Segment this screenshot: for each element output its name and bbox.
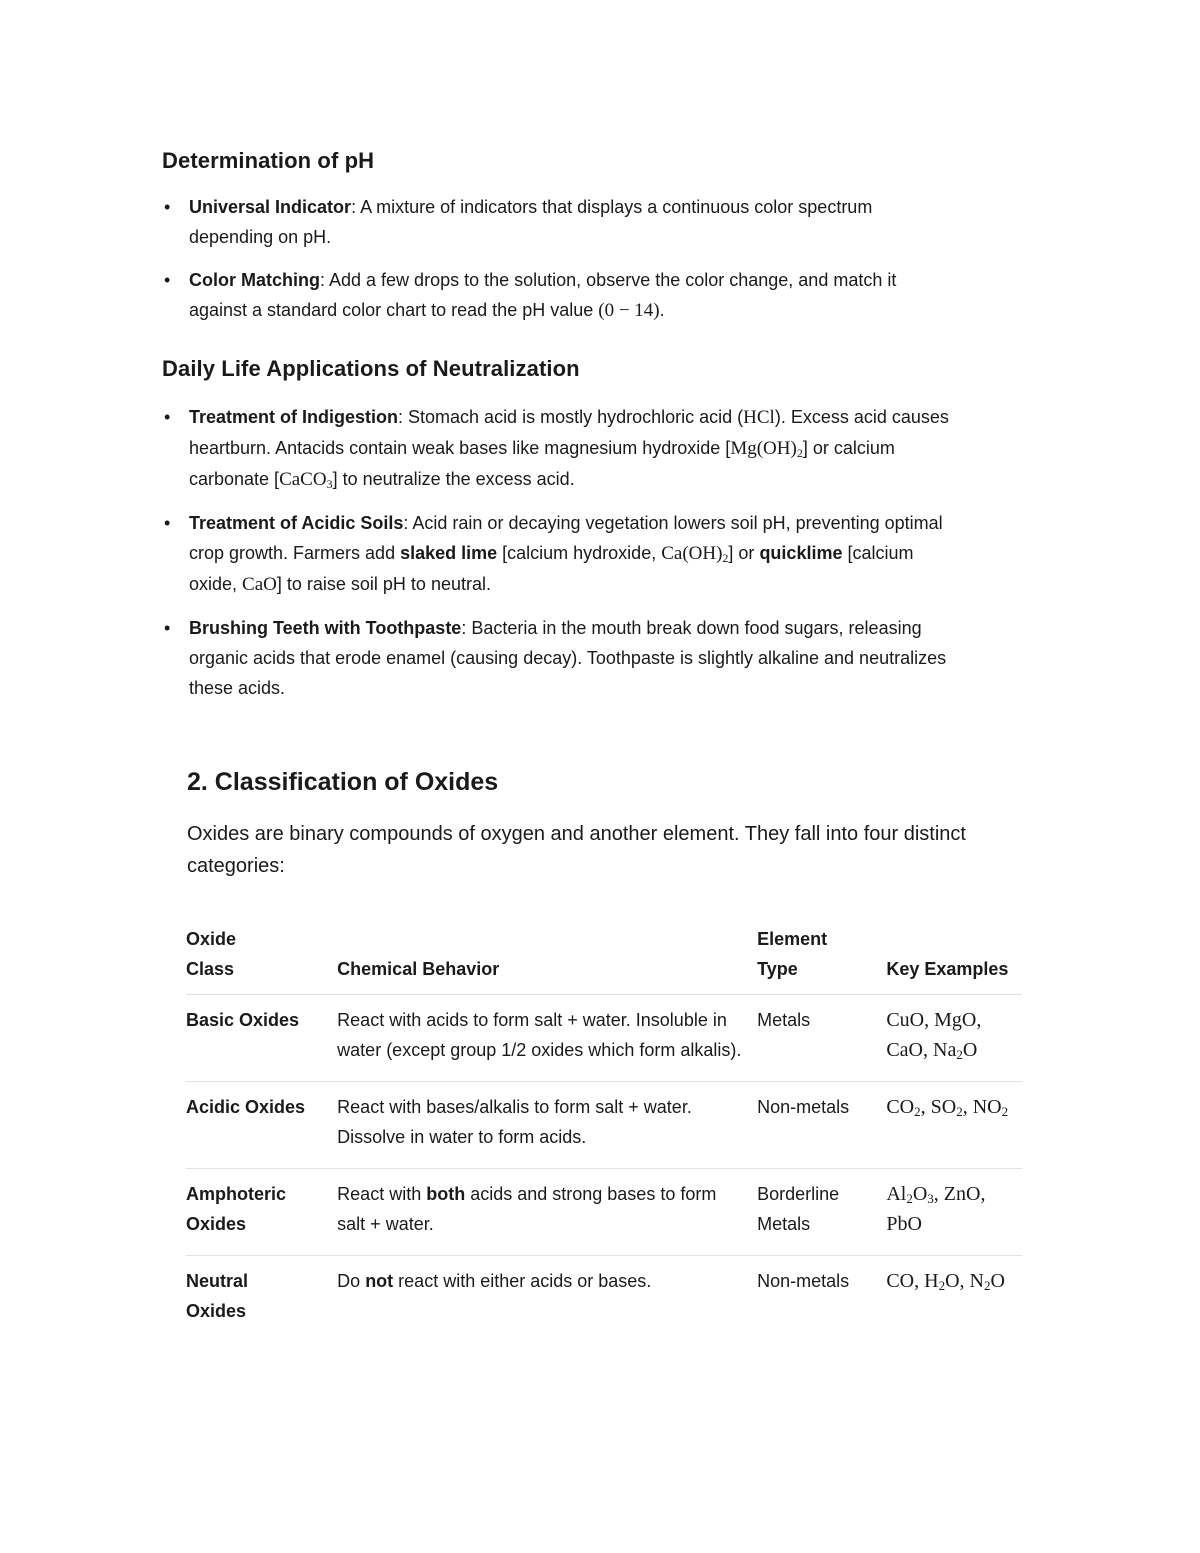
neutralization-heading: Daily Life Applications of Neutralization (162, 356, 580, 381)
formula: CO (886, 1270, 915, 1292)
slaked-lime-term: slaked lime (400, 543, 498, 563)
formula: Na (933, 1039, 957, 1061)
separator: , (976, 1009, 982, 1031)
formula-subscript: 2 (914, 1104, 921, 1119)
separator: , (933, 1183, 944, 1205)
oxides-table (186, 920, 1022, 1342)
formula: Al (886, 1183, 907, 1205)
cao-formula: CaO (242, 574, 277, 595)
ca-oh-formula (661, 543, 728, 564)
hcl-formula: HCl (743, 407, 775, 428)
behavior-text: react with either acids or bases. (393, 1271, 652, 1291)
formula: O (912, 1183, 928, 1205)
formula-subscript: 2 (906, 1191, 913, 1206)
indigestion-text: ] to neutralize the excess acid. (332, 469, 575, 489)
indigestion-text: : Stomach acid is mostly hydrochloric acid ( (398, 407, 744, 427)
formula: SO (930, 1096, 957, 1118)
behavior-cell (337, 1256, 757, 1343)
separator: , (920, 1096, 931, 1118)
list-item (162, 613, 952, 703)
mg-oh-formula (730, 438, 803, 459)
separator: , (924, 1009, 935, 1031)
formula: H (924, 1270, 939, 1292)
list-item (162, 508, 952, 600)
separator: , (923, 1039, 933, 1061)
soils-text: ] or (728, 543, 760, 563)
header-label: Oxide Class (186, 929, 237, 979)
separator: , (914, 1270, 925, 1292)
behavior-text: Do (337, 1271, 366, 1291)
header-label: Element Type (757, 929, 828, 979)
formula-base: CaCO (279, 469, 327, 490)
separator: , (959, 1270, 970, 1292)
formula-subscript: 2 (796, 446, 803, 460)
ph-list (162, 192, 952, 339)
oxides-intro: Oxides are binary compounds of oxygen and another element. They fall into four distinct categories: (187, 823, 966, 877)
oxide-class-cell: Acidic Oxides (186, 1082, 337, 1169)
formula: CO (886, 1096, 915, 1118)
color-matching-term: Color Matching (189, 270, 320, 290)
oxides-heading: 2. Classification of Oxides (187, 768, 499, 796)
formula: O (990, 1270, 1005, 1292)
table-row (186, 1082, 1022, 1169)
column-header-chemical-behavior: Chemical Behavior (337, 920, 757, 995)
examples-cell (886, 1256, 1022, 1343)
element-label: Borderline Metals (757, 1184, 840, 1234)
oxide-class-cell: Basic Oxides (186, 995, 337, 1082)
element-type-cell (757, 1169, 886, 1256)
behavior-emphasis: not (365, 1271, 394, 1291)
indigestion-term: Treatment of Indigestion (189, 407, 399, 427)
formula-subscript: 2 (1001, 1104, 1009, 1119)
behavior-cell (337, 1169, 757, 1256)
separator: , (980, 1183, 986, 1205)
color-matching-text: : Add a few drops to the solution, observe the color change, and match it against a standard color chart to read the pH value (189, 270, 897, 320)
list-item (162, 265, 952, 326)
formula: O (945, 1270, 960, 1292)
element-type-cell: Metals (757, 995, 886, 1082)
indigestion-text: ] or calcium carbonate [ (189, 438, 895, 489)
formula: NO (972, 1096, 1002, 1118)
element-type-cell: Non-metals (757, 1271, 850, 1291)
class-label: Amphoteric Oxides (186, 1184, 287, 1234)
formula-base: Ca(OH) (661, 543, 723, 564)
indigestion-text: ). Excess acid causes heartburn. Antacids contain weak bases like magnesium hydroxide [ (189, 407, 949, 458)
formula: PbO (886, 1213, 922, 1235)
behavior-cell: React with bases/alkalis to form salt + water. Dissolve in water to form acids. (337, 1082, 757, 1169)
formula: CuO (886, 1009, 925, 1031)
caco3-formula (279, 469, 333, 490)
behavior-text: React with (337, 1184, 427, 1204)
list-item (162, 402, 952, 495)
behavior-emphasis: both (426, 1184, 466, 1204)
separator: , (962, 1096, 973, 1118)
formula-subscript: 2 (956, 1104, 963, 1119)
quicklime-term: quicklime (759, 543, 843, 563)
toothpaste-term: Brushing Teeth with Toothpaste (189, 618, 462, 638)
table-header-row (186, 920, 1022, 995)
formula-subscript: 2 (722, 551, 729, 565)
formula-subscript: 2 (956, 1047, 963, 1062)
examples-cell (886, 1169, 1022, 1256)
class-label: Neutral Oxides (186, 1271, 249, 1321)
sentence-end: . (659, 300, 665, 320)
examples-cell (886, 1082, 1022, 1169)
formula: O (962, 1039, 978, 1061)
formula-subscript: 2 (938, 1278, 946, 1293)
table-row (186, 1169, 1022, 1256)
oxide-class-cell (186, 1169, 337, 1256)
table-row (186, 995, 1022, 1082)
formula-subscript: 3 (927, 1191, 934, 1206)
soils-text: [calcium hydroxide, (497, 543, 662, 563)
formula-subscript: 2 (983, 1278, 991, 1293)
universal-indicator-text: : A mixture of indicators that displays a continuous color spectrum depending on pH. (189, 197, 873, 247)
formula-subscript: 3 (326, 477, 333, 491)
formula-base: Mg(OH) (730, 438, 797, 459)
formula: MgO (934, 1009, 977, 1031)
behavior-cell: React with acids to form salt + water. Insoluble in water (except group 1/2 oxides which form alkalis). (337, 995, 757, 1082)
toothpaste-text: : Bacteria in the mouth break down food sugars, releasing organic acids that erode enamel (causing decay). Toothpaste is slightly alkaline and neutralizes these acids. (189, 618, 947, 698)
formula: CaO (886, 1039, 923, 1061)
soils-text: [calcium oxide, (189, 543, 914, 594)
examples-cell (886, 995, 1022, 1082)
acidic-soils-term: Treatment of Acidic Soils (189, 513, 404, 533)
ph-range-math: (0 − 14) (598, 300, 660, 321)
element-type-cell: Non-metals (757, 1082, 886, 1169)
column-header-element-type (757, 920, 886, 995)
oxide-class-cell (186, 1256, 337, 1343)
neutralization-list (162, 402, 952, 716)
formula: ZnO (943, 1183, 981, 1205)
table-row (186, 1256, 1022, 1343)
column-header-oxide-class (186, 920, 337, 995)
ph-heading: Determination of pH (162, 148, 375, 173)
behavior-text: acids and strong bases to form salt + water. (337, 1184, 717, 1234)
column-header-key-examples: Key Examples (886, 920, 1022, 995)
soils-text: ] to raise soil pH to neutral. (276, 574, 491, 594)
formula: N (969, 1270, 984, 1292)
list-item (162, 192, 952, 252)
soils-text: : Acid rain or decaying vegetation lowers soil pH, preventing optimal crop growth. Farmers add (189, 513, 943, 563)
universal-indicator-term: Universal Indicator (189, 197, 352, 217)
